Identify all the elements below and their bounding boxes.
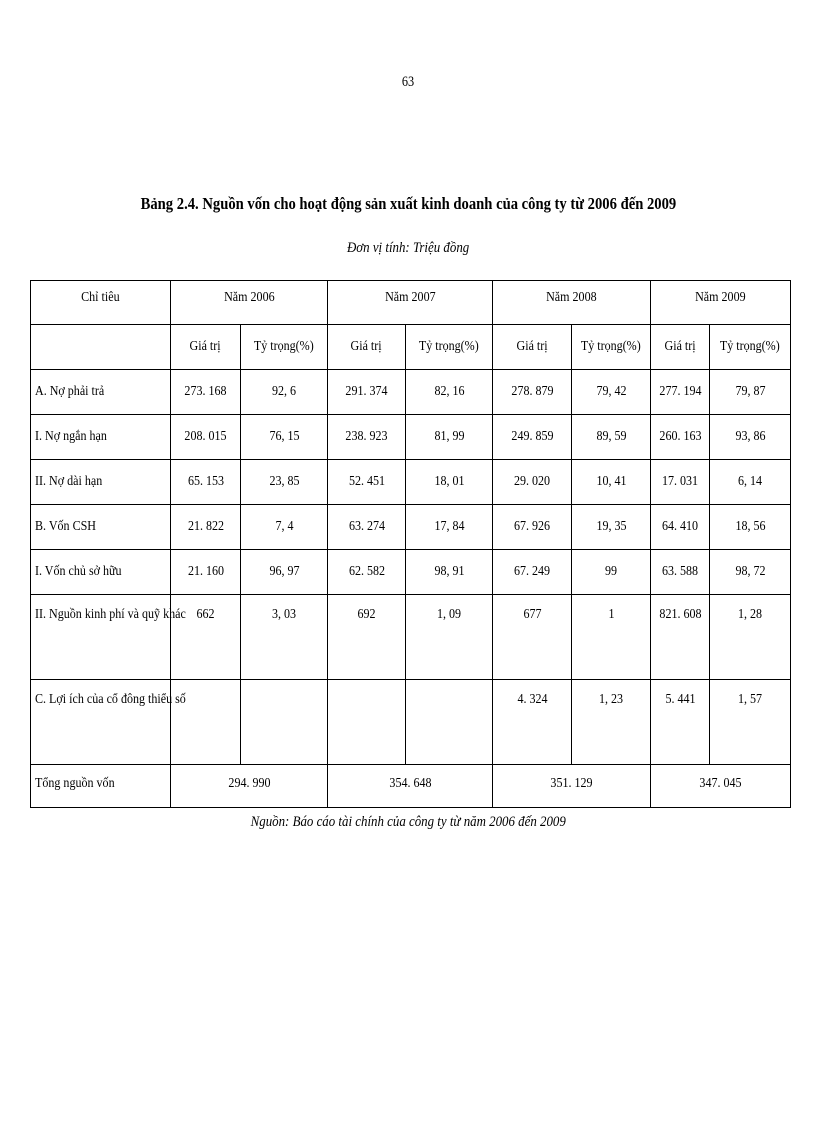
cell-value: 21. 160 — [187, 564, 224, 579]
subheader-value-text: Giá trị — [350, 339, 383, 354]
cell-value: 89, 59 — [595, 429, 627, 444]
cell-value: 291. 374 — [345, 384, 388, 399]
total-value: 354. 648 — [388, 776, 432, 791]
table-cell — [406, 370, 493, 415]
table-row-minority-interest — [31, 680, 791, 765]
table-cell — [406, 680, 493, 765]
table-cell — [651, 415, 710, 460]
row-label-cell — [31, 415, 171, 460]
cell-value: 52. 451 — [348, 474, 385, 489]
table-cell — [572, 680, 651, 765]
cell-value: 277. 194 — [658, 384, 702, 399]
year-header-text: Năm 2009 — [695, 290, 746, 305]
cell-value: 260. 163 — [658, 429, 702, 444]
row-label-cell — [31, 765, 171, 808]
table-cell — [651, 505, 710, 550]
subheader-value — [651, 325, 710, 370]
table-cell — [710, 370, 791, 415]
cell-value: 6, 14 — [737, 474, 763, 489]
cell-value: 1, 28 — [737, 607, 763, 622]
row-label-cell — [31, 370, 171, 415]
cell-value: 821. 608 — [658, 607, 702, 622]
subheader-value-text: Giá trị — [189, 339, 222, 354]
table-title-text: Bảng 2.4. Nguồn vốn cho hoạt động sản xuất kinh doanh của công ty từ 2006 đến 2009 — [140, 194, 676, 213]
year-header-2006 — [171, 281, 328, 325]
table-cell — [406, 550, 493, 595]
subheader-ratio-text: Tỷ trọng(%) — [581, 339, 641, 354]
cell-value: 18, 56 — [734, 519, 766, 534]
subheader-row — [31, 325, 791, 370]
table-cell — [572, 595, 651, 680]
cell-value: 21. 822 — [187, 519, 224, 534]
cell-value: 98, 72 — [734, 564, 766, 579]
cell-value: 5. 441 — [664, 692, 696, 707]
table-cell — [328, 680, 406, 765]
subheader-ratio-text: Tỷ trọng(%) — [419, 339, 479, 354]
subheader-ratio — [572, 325, 651, 370]
table-cell — [572, 370, 651, 415]
subheader-empty-cell — [31, 325, 171, 370]
table-cell — [710, 595, 791, 680]
subheader-ratio — [710, 325, 791, 370]
cell-value: 208. 015 — [184, 429, 227, 444]
row-label-cell — [31, 460, 171, 505]
table-cell — [710, 460, 791, 505]
cell-value: 79, 42 — [595, 384, 627, 399]
cell-value: 76, 15 — [268, 429, 300, 444]
row-label-cell — [31, 505, 171, 550]
cell-value: 82, 16 — [433, 384, 465, 399]
table-cell — [328, 370, 406, 415]
cell-value: 67. 926 — [513, 519, 551, 534]
table-cell — [651, 680, 710, 765]
table-cell — [241, 505, 328, 550]
total-label: Tổng nguồn vốn — [35, 776, 115, 791]
table-cell — [710, 680, 791, 765]
table-cell — [493, 415, 572, 460]
cell-value: 65. 153 — [187, 474, 224, 489]
cell-value: 92, 6 — [271, 384, 297, 399]
row-label: I. Nợ ngắn hạn — [35, 429, 107, 444]
cell-value: 93, 86 — [734, 429, 766, 444]
cell-value: 4. 324 — [516, 692, 548, 707]
row-label-cell — [31, 595, 186, 680]
capital-sources-table — [30, 280, 791, 808]
table-cell — [710, 415, 791, 460]
table-row-short-term-debt — [31, 415, 791, 460]
total-cell-2009 — [651, 765, 791, 808]
table-cell — [710, 550, 791, 595]
table-cell — [328, 415, 406, 460]
year-header-2007 — [328, 281, 493, 325]
cell-value: 7, 4 — [274, 519, 294, 534]
cell-value: 64. 410 — [661, 519, 699, 534]
subheader-value-text: Giá trị — [664, 339, 696, 354]
cell-value: 99 — [604, 564, 618, 579]
cell-value: 17. 031 — [661, 474, 699, 489]
total-cell-2006 — [171, 765, 328, 808]
subheader-ratio-text: Tỷ trọng(%) — [254, 339, 314, 354]
table-cell — [493, 370, 572, 415]
table-cell — [171, 460, 241, 505]
table-cell — [241, 680, 328, 765]
cell-value: 23, 85 — [268, 474, 300, 489]
table-cell — [493, 460, 572, 505]
table-cell — [241, 415, 328, 460]
row-label: II. Nguồn kinh phí và quỹ khác — [35, 607, 186, 622]
row-label: A. Nợ phải trả — [35, 384, 105, 399]
year-header-2009 — [651, 281, 791, 325]
row-label: II. Nợ dài hạn — [35, 474, 103, 489]
table-cell — [406, 595, 493, 680]
cell-value: 98, 91 — [433, 564, 465, 579]
cell-value: 249. 859 — [510, 429, 554, 444]
row-label-cell — [31, 680, 186, 765]
cell-value: 63. 274 — [348, 519, 385, 534]
header-label: Chỉ tiêu — [81, 290, 120, 305]
cell-value: 677 — [522, 607, 542, 622]
table-row-owners-equity — [31, 550, 791, 595]
total-value: 347. 045 — [699, 776, 742, 791]
cell-value: 692 — [357, 607, 376, 622]
subheader-ratio — [241, 325, 328, 370]
table-cell — [493, 680, 572, 765]
table-cell — [241, 595, 328, 680]
year-header-text: Năm 2008 — [546, 290, 597, 305]
table-cell — [241, 550, 328, 595]
total-cell-2008 — [493, 765, 651, 808]
table-cell — [241, 460, 328, 505]
cell-value: 1, 57 — [737, 692, 763, 707]
table-cell — [493, 505, 572, 550]
table-cell — [651, 370, 710, 415]
table-cell — [493, 595, 572, 680]
row-label: C. Lợi ích của cổ đông thiểu số — [35, 692, 186, 707]
year-header-2008 — [493, 281, 651, 325]
table-cell — [572, 505, 651, 550]
table-cell — [572, 415, 651, 460]
table-title — [0, 194, 816, 214]
year-header-text: Năm 2007 — [384, 290, 436, 305]
subheader-value — [171, 325, 241, 370]
cell-value: 238. 923 — [345, 429, 388, 444]
table-row-equity — [31, 505, 791, 550]
cell-value: 1 — [607, 607, 615, 622]
source-note — [0, 814, 816, 831]
cell-value: 62. 582 — [348, 564, 385, 579]
table-row-funds — [31, 595, 791, 680]
table-cell — [328, 460, 406, 505]
cell-value: 662 — [196, 607, 215, 622]
cell-value: 10, 41 — [595, 474, 627, 489]
table-row-liabilities — [31, 370, 791, 415]
table-cell — [406, 415, 493, 460]
cell-value: 67. 249 — [513, 564, 551, 579]
subheader-value-text: Giá trị — [516, 339, 548, 354]
cell-value: 273. 168 — [184, 384, 227, 399]
page-number: 63 — [401, 74, 415, 90]
subheader-value — [328, 325, 406, 370]
cell-value: 17, 84 — [433, 519, 465, 534]
table-cell — [171, 370, 241, 415]
cell-value: 1, 23 — [598, 692, 624, 707]
table-cell — [651, 595, 710, 680]
table-row-total — [31, 765, 791, 808]
table-cell — [241, 370, 328, 415]
cell-value: 18, 01 — [433, 474, 465, 489]
table-cell — [328, 550, 406, 595]
cell-value: 81, 99 — [433, 429, 465, 444]
table-cell — [406, 505, 493, 550]
year-header-text: Năm 2006 — [223, 290, 275, 305]
total-cell-2007 — [328, 765, 493, 808]
table-cell — [171, 415, 241, 460]
total-value: 351. 129 — [550, 776, 593, 791]
table-cell — [710, 505, 791, 550]
row-label-cell — [31, 550, 171, 595]
table-cell — [572, 460, 651, 505]
source-note-text: Nguồn: Báo cáo tài chính của công ty từ năm 2006 đến 2009 — [250, 814, 566, 830]
table-cell — [406, 460, 493, 505]
cell-value: 29. 020 — [513, 474, 551, 489]
cell-value: 3, 03 — [271, 607, 297, 622]
table-row-long-term-debt — [31, 460, 791, 505]
cell-value: 1, 09 — [436, 607, 462, 622]
table-cell — [171, 505, 241, 550]
cell-value: 79, 87 — [734, 384, 766, 399]
table-cell — [651, 550, 710, 595]
subheader-ratio-text: Tỷ trọng(%) — [720, 339, 780, 354]
table-cell — [328, 595, 406, 680]
table-cell — [651, 460, 710, 505]
header-row — [31, 281, 791, 325]
subheader-ratio — [406, 325, 493, 370]
total-value: 294. 990 — [227, 776, 271, 791]
header-label-cell — [31, 281, 171, 325]
table-cell — [171, 550, 241, 595]
table-cell — [328, 505, 406, 550]
cell-value: 63. 588 — [661, 564, 699, 579]
cell-value: 278. 879 — [510, 384, 554, 399]
table-cell — [572, 550, 651, 595]
table-cell — [493, 550, 572, 595]
row-label: B. Vốn CSH — [35, 519, 97, 534]
cell-value: 19, 35 — [595, 519, 627, 534]
unit-caption-text: Đơn vị tính: Triệu đồng — [346, 240, 470, 256]
subheader-value — [493, 325, 572, 370]
cell-value: 96, 97 — [268, 564, 300, 579]
unit-caption — [0, 240, 816, 257]
row-label: I. Vốn chủ sở hữu — [35, 564, 122, 579]
